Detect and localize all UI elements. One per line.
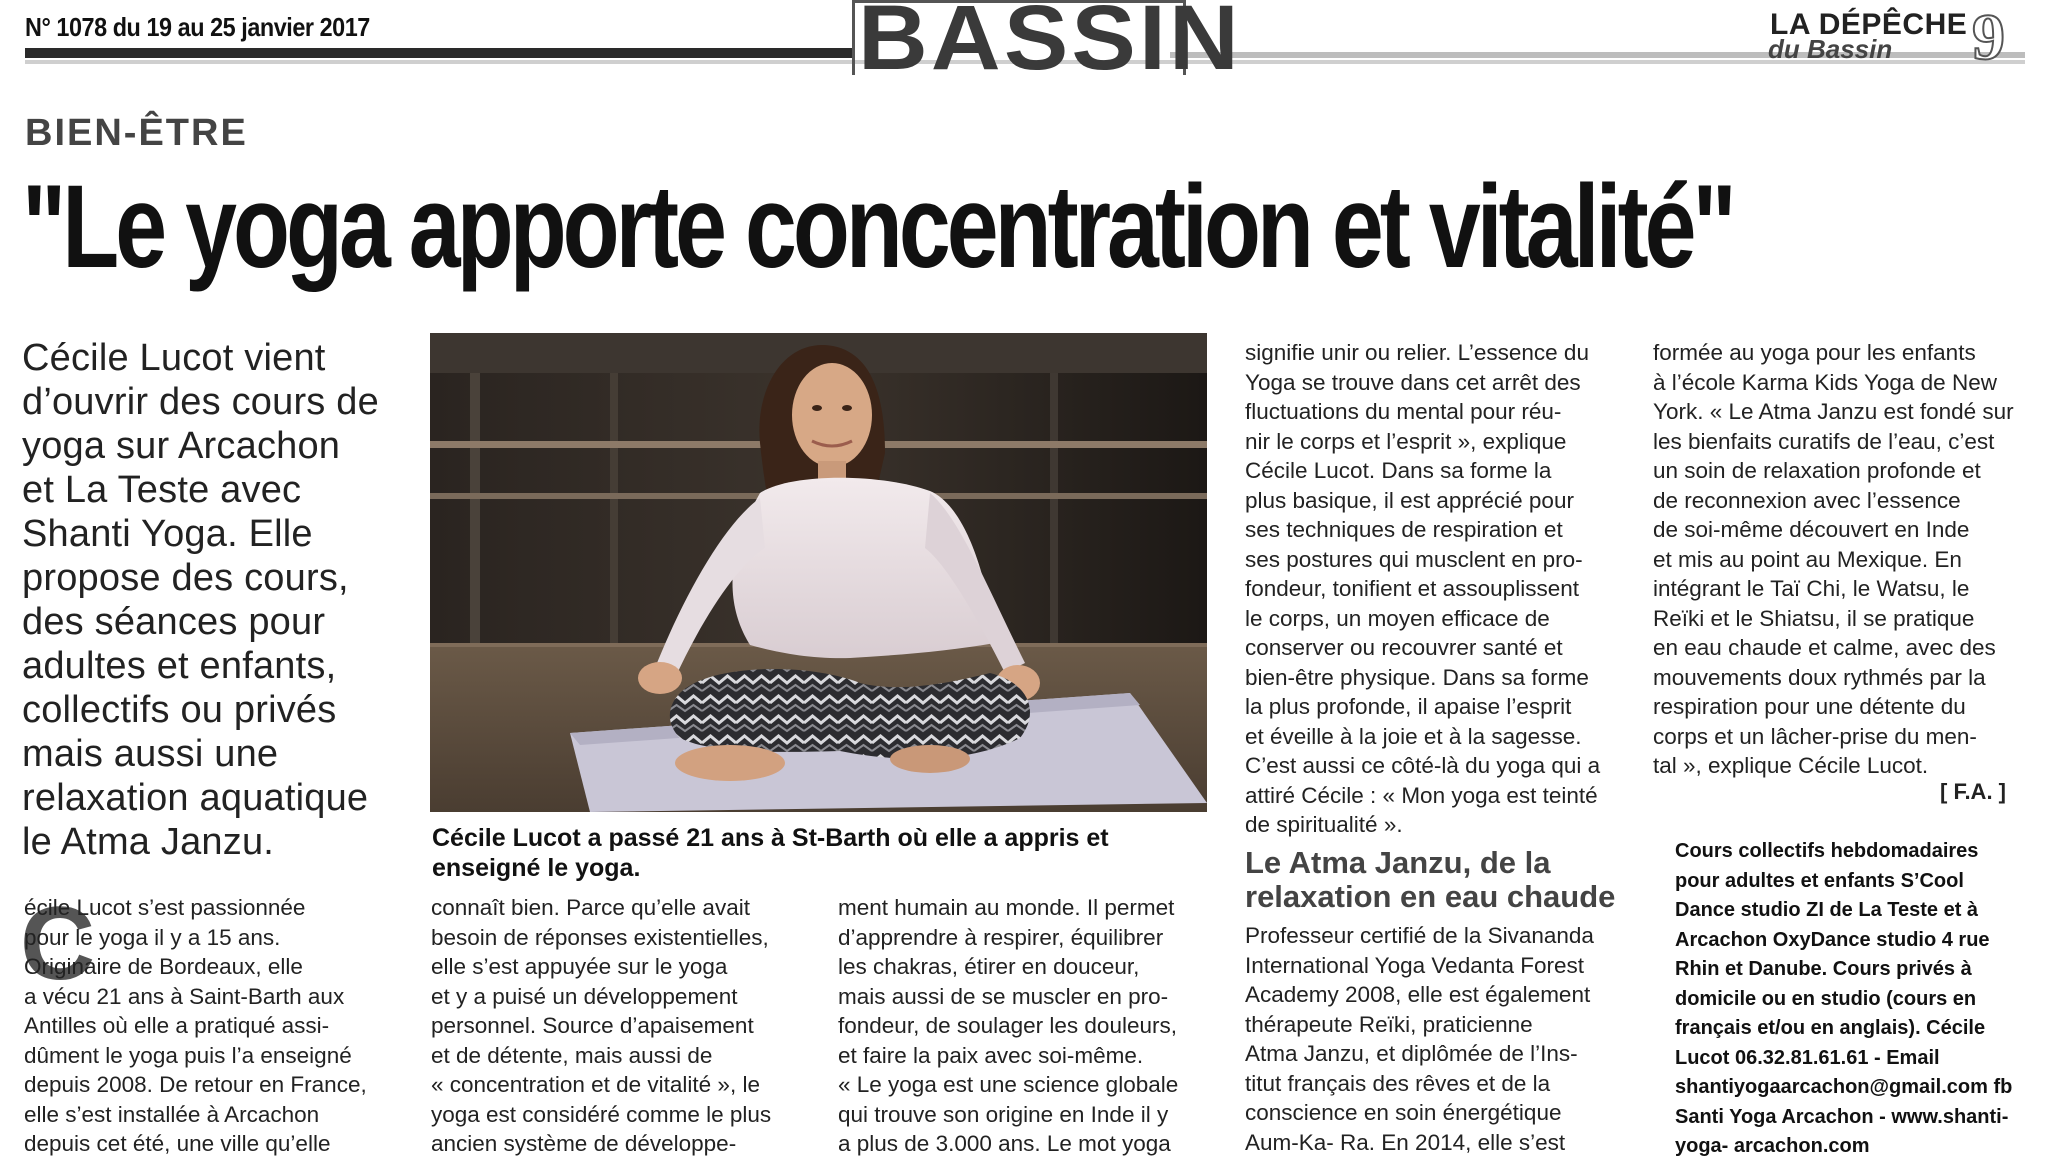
article-title: "Le yoga apporte concentration et vitalité" — [22, 161, 1733, 293]
article-photo — [430, 333, 1207, 812]
article-subheading: Le Atma Janzu, de la relaxation en eau chaude — [1245, 845, 1616, 914]
drop-cap: C — [20, 886, 96, 1002]
newspaper-logo-line1: LA DÉPÊCHE — [1770, 8, 1968, 41]
article-rubric: BIEN-ÊTRE — [25, 112, 248, 154]
author-signature: [ F.A. ] — [1940, 779, 2006, 804]
article-column-5: formée au yoga pour les enfants à l’école Karma Kids Yoga de New York. « Le Atma Janzu est fondé sur les bienfaits curatifs de l’eau, c’est un soin de relaxation profonde et de reconnexion avec l’essence de soi-même découvert en Inde et mis au point au Mexique. En intégrant le Taï Chi, le Watsu, le Reïki et le Shiatsu, il se pratique en eau chaude et calme, avec des mouvements doux rythmés par la respiration pour une détente du corps et un lâcher-prise du men- tal », explique Cécile Lucot. — [1653, 340, 2014, 778]
article-lead: Cécile Lucot vient d’ouvrir des cours de yoga sur Arcachon et La Teste avec Shanti Yoga. Elle propose des cours, des séances pour adultes et enfants, collectifs ou privés mais aussi une relaxation aquatique le Atma Janzu. — [22, 337, 379, 863]
issue-info: N° 1078 du 19 au 25 janvier 2017 — [25, 12, 370, 42]
photo-caption: Cécile Lucot a passé 21 ans à St-Barth où elle a appris et enseigné le yoga. — [432, 824, 1109, 882]
article-column-2: connaît bien. Parce qu’elle avait besoin de réponses existentielles, elle s’est appuyée sur le yoga et y a puisé un développement personnel. Source d’apaisement et de détente, mais aussi de « concentration et de vitalité », le yoga est considéré comme le plus ancien système de développe- — [431, 895, 772, 1156]
header-bar-right — [1170, 52, 2025, 58]
article-column-4b: Professeur certifié de la Sivananda International Yoga Vedanta Forest Academy 2008, elle est également thérapeute Reïki, praticienne Atma Janzu, et diplômée de l’Ins- titut français des rêves et de la conscience en soin énergétique Aum-Ka- Ra. En 2014, elle s’est — [1245, 923, 1594, 1155]
article-column-4: signifie unir ou relier. L’essence du Yoga se trouve dans cet arrêt des fluctuations du mental pour réu- nir le corps et l’esprit », explique Cécile Lucot. Dans sa forme la plus basique, il est apprécié pour ses techniques de respiration et ses postures qui musclent en pro- fondeur, tonifient et assouplissent le corps, un moyen efficace de conserver ou recouvrer santé et bien-être physique. Dans sa forme la plus profonde, il apaise l’esprit et éveille à la joie et à la sagesse. C’est aussi ce côté-là du yoga qui a attiré Cécile : « Mon yoga est teinté de spiritualité ». — [1245, 340, 1601, 837]
section-name: BASSIN — [858, 0, 1242, 89]
article-column-1: écile Lucot s’est passionnée pour le yoga il y a 15 ans. Originaire de Bordeaux, elle a vécu 21 ans à Saint-Barth aux Antilles où elle a pratiqué assi- dûment le yoga puis l’a enseigné depuis 2008. De retour en France, elle s’est installée à Arcachon depuis cet été, une ville qu’elle — [24, 895, 367, 1156]
practical-info-box: Cours collectifs hebdomadaires pour adultes et enfants S’Cool Dance studio ZI de La Teste et à Arcachon OxyDance studio 4 rue Rhin et Danube. Cours privés à domicile ou en studio (cours en français et/ou en anglais). Cécile Lucot 06.32.81.61.61 - Email shantiyogaarcachon@gmail.com fb Santi Yoga Arcachon - www.shanti- yoga- arcachon.com — [1675, 840, 2013, 1157]
page-number: 9 — [1972, 1, 2005, 74]
header-bar — [25, 48, 855, 58]
newspaper-logo-line2: du Bassin — [1768, 34, 1893, 64]
article-column-3: ment humain au monde. Il permet d’apprendre à respirer, équilibrer les chakras, étirer en douceur, mais aussi de se muscler en pro- fondeur, de soulager les douleurs, et faire la paix avec soi-même. « Le yoga est une science globale qui trouve son origine en Inde il y a plus de 3.000 ans. Le mot yoga — [838, 895, 1179, 1156]
